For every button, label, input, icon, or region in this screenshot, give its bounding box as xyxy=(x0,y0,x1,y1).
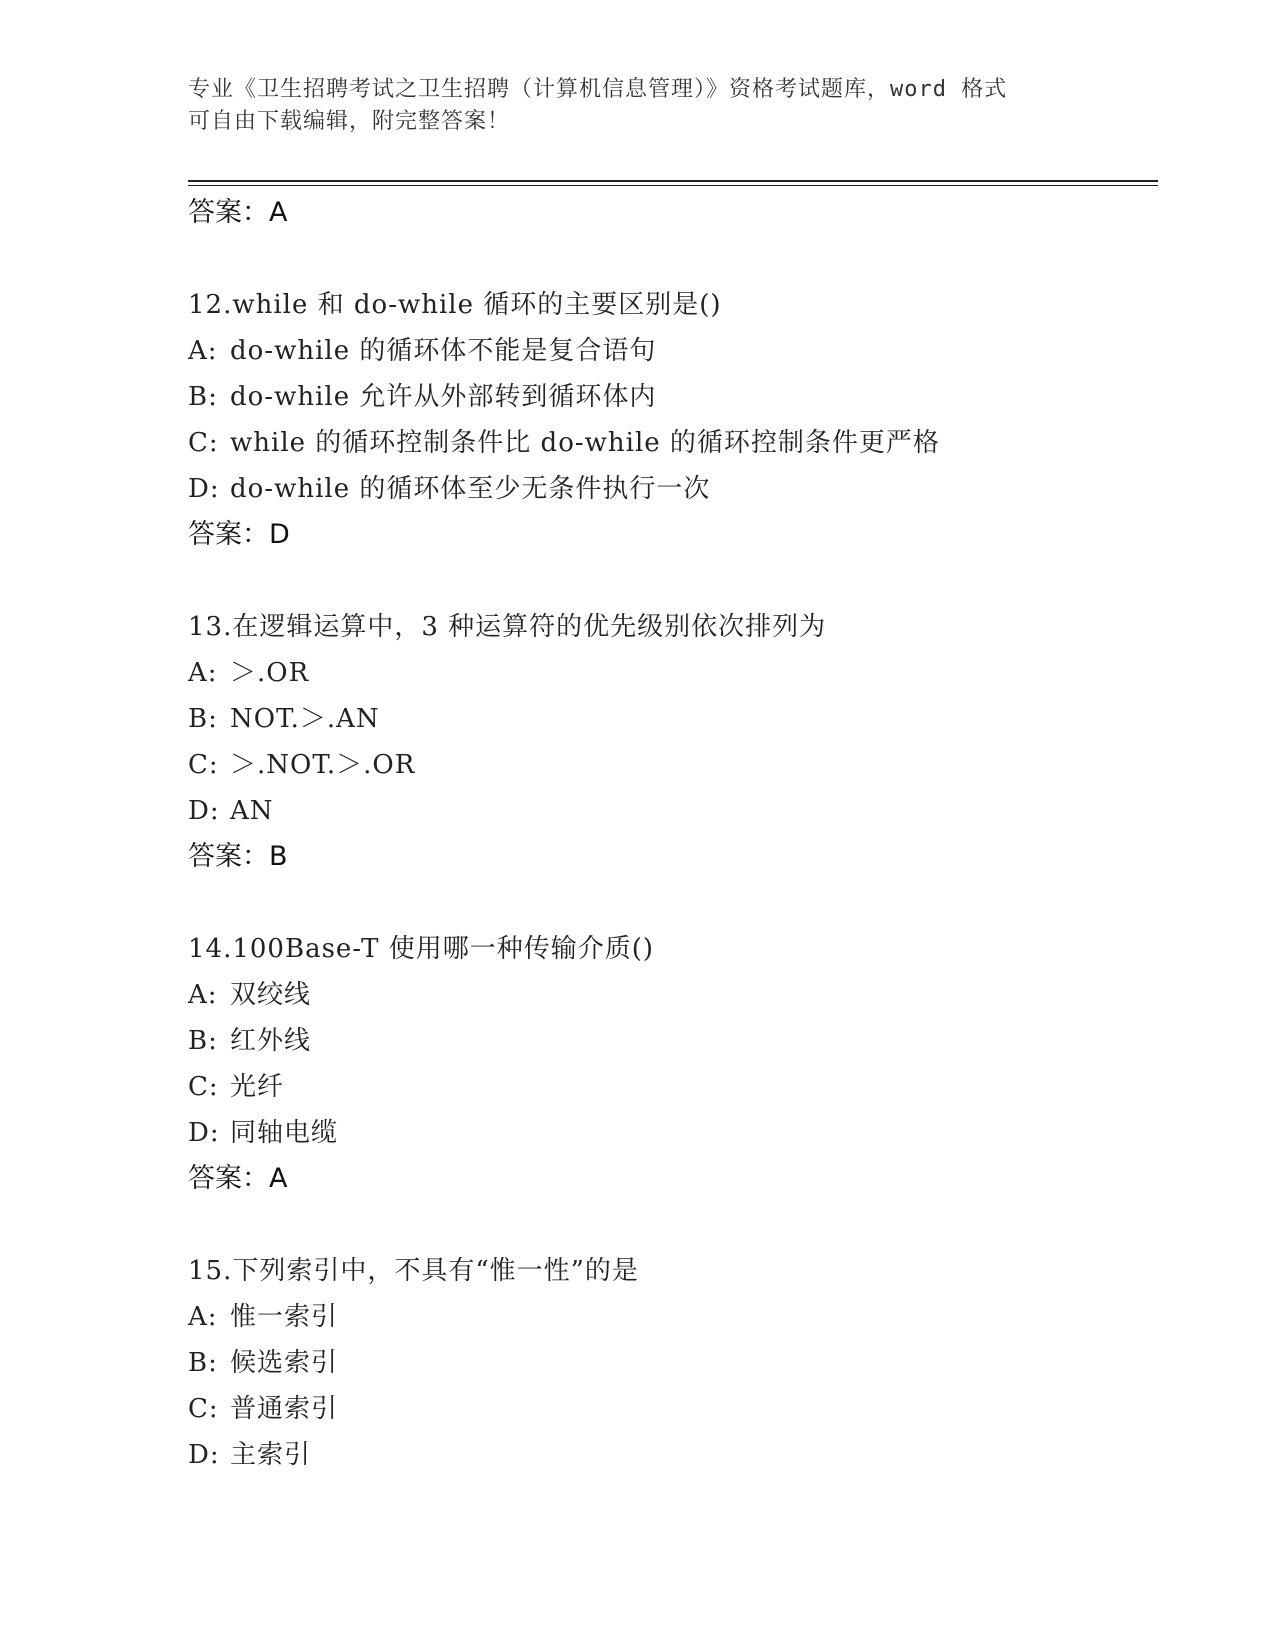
option-letter: A: xyxy=(188,980,218,1010)
answer-line: 答案：A xyxy=(188,1163,288,1194)
option-a xyxy=(188,650,1168,696)
option-text: 候选索引 xyxy=(230,1348,339,1378)
option-c xyxy=(188,420,1168,466)
option-text: while 的循环控制条件比 do-while 的循环控制条件更严格 xyxy=(230,428,940,458)
previous-answer: 答案：A xyxy=(188,197,288,228)
answer-line: 答案：B xyxy=(188,841,288,872)
option-d xyxy=(188,1432,1168,1478)
question-block xyxy=(188,926,1168,1202)
option-c xyxy=(188,742,1168,788)
header-rule-thin xyxy=(188,185,1158,186)
option-letter: B: xyxy=(188,1348,218,1378)
option-letter: C: xyxy=(188,750,219,780)
question-block xyxy=(188,1248,1168,1478)
option-letter: B: xyxy=(188,704,218,734)
question-stem: 15.下列索引中，不具有“惟一性”的是 xyxy=(188,1256,639,1286)
option-text: 红外线 xyxy=(230,1026,312,1056)
option-b xyxy=(188,696,1168,742)
header-line-2: 可自由下载编辑，附完整答案！ xyxy=(188,109,511,134)
document-header xyxy=(188,74,1088,138)
option-letter: C: xyxy=(188,428,219,458)
option-text: do-while 允许从外部转到循环体内 xyxy=(230,382,657,412)
option-letter: D: xyxy=(188,1118,220,1148)
option-a xyxy=(188,972,1168,1018)
option-text: AN xyxy=(230,796,274,826)
option-letter: B: xyxy=(188,382,218,412)
option-letter: A: xyxy=(188,1302,218,1332)
option-letter: A: xyxy=(188,336,218,366)
question-stem: 12.while 和 do-while 循环的主要区别是() xyxy=(188,290,722,320)
option-text: NOT.＞.AN xyxy=(230,704,380,734)
question-block xyxy=(188,282,1168,558)
option-d xyxy=(188,1110,1168,1156)
option-c xyxy=(188,1386,1168,1432)
option-letter: A: xyxy=(188,658,218,688)
option-text: ＞.NOT.＞.OR xyxy=(230,750,416,780)
option-text: do-while 的循环体至少无条件执行一次 xyxy=(230,474,711,504)
option-a xyxy=(188,1294,1168,1340)
option-text: 同轴电缆 xyxy=(230,1118,339,1148)
option-letter: C: xyxy=(188,1394,219,1424)
answer-line: 答案：D xyxy=(188,519,290,550)
option-text: 双绞线 xyxy=(230,980,312,1010)
question-stem: 14.100Base-T 使用哪一种传输介质() xyxy=(188,934,655,964)
option-text: 惟一索引 xyxy=(230,1302,339,1332)
option-letter: C: xyxy=(188,1072,219,1102)
option-letter: B: xyxy=(188,1026,218,1056)
question-list xyxy=(188,190,1168,1478)
option-c xyxy=(188,1064,1168,1110)
header-line-1: 专业《卫生招聘考试之卫生招聘（计算机信息管理）》资格考试题库，word 格式 xyxy=(188,77,1008,102)
option-letter: D: xyxy=(188,474,220,504)
header-rule-thick xyxy=(188,180,1158,182)
option-d xyxy=(188,788,1168,834)
option-text: ＞.OR xyxy=(230,658,310,688)
option-a xyxy=(188,328,1168,374)
option-letter: D: xyxy=(188,1440,220,1470)
option-letter: D: xyxy=(188,796,220,826)
option-text: do-while 的循环体不能是复合语句 xyxy=(230,336,657,366)
option-text: 光纤 xyxy=(230,1072,285,1102)
option-text: 主索引 xyxy=(230,1440,312,1470)
option-b xyxy=(188,1018,1168,1064)
question-block xyxy=(188,604,1168,880)
question-stem: 13.在逻辑运算中，3 种运算符的优先级别依次排列为 xyxy=(188,612,827,642)
option-text: 普通索引 xyxy=(230,1394,339,1424)
option-b xyxy=(188,374,1168,420)
option-d xyxy=(188,466,1168,512)
option-b xyxy=(188,1340,1168,1386)
